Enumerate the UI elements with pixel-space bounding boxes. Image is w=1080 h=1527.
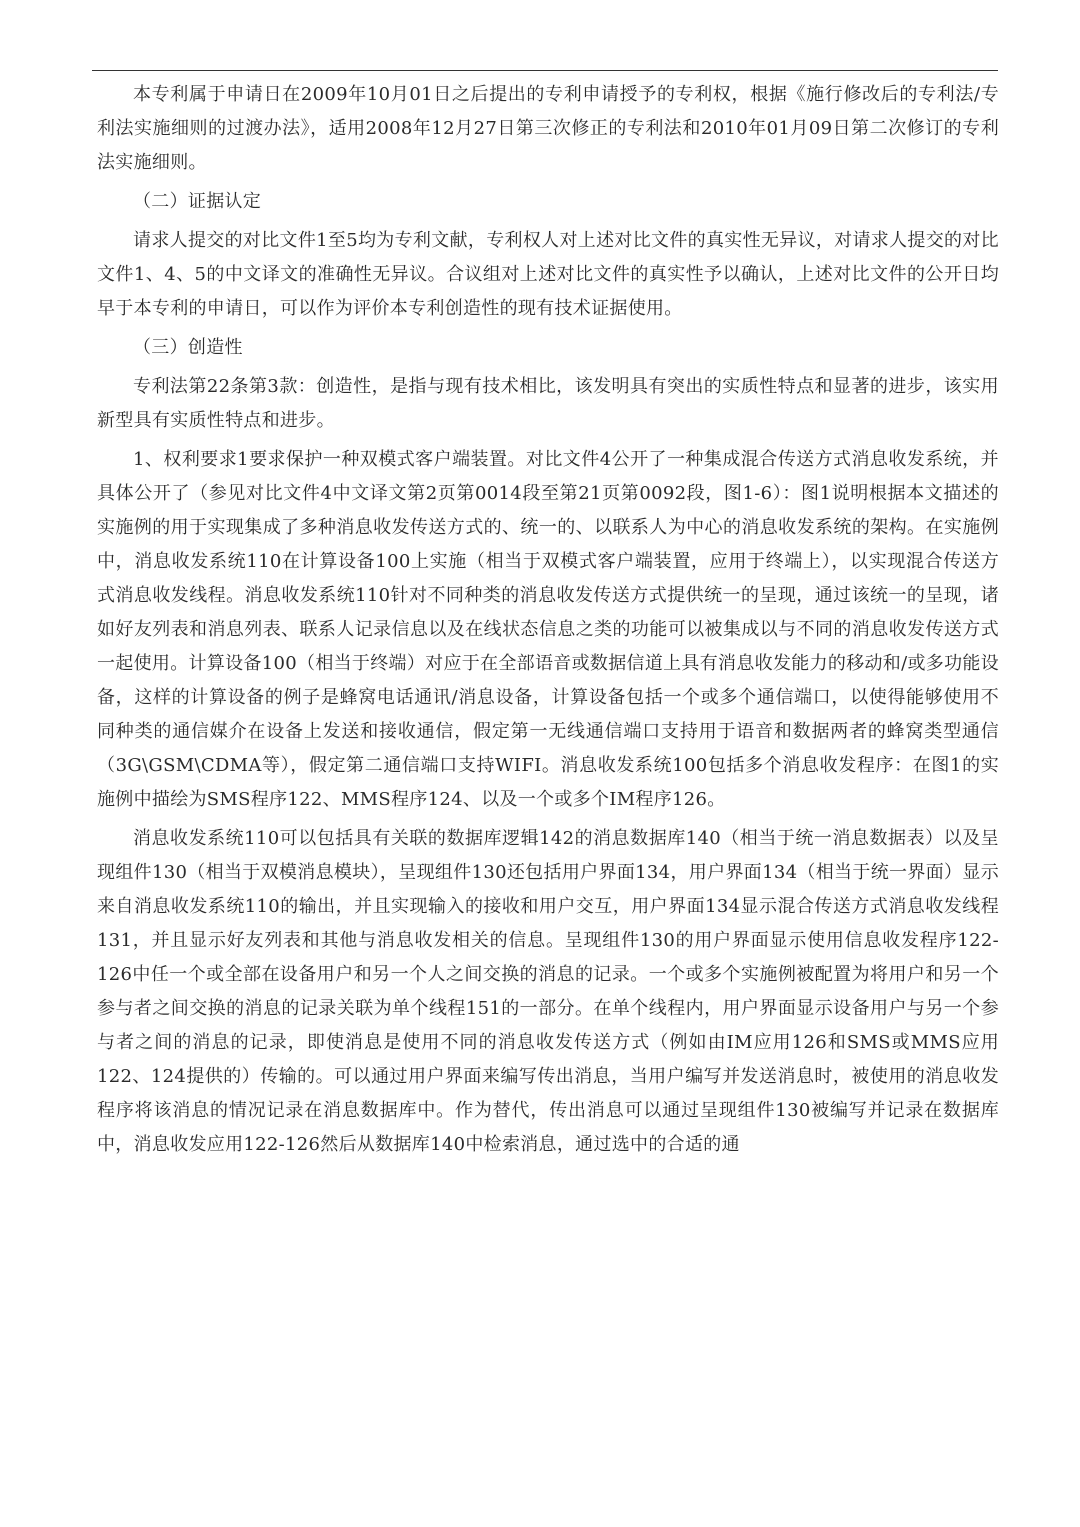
paragraph-evidence: 请求人提交的对比文件1至5均为专利文献，专利权人对上述对比文件的真实性无异议，对请求人提交的对比文件1、4、5的中文译文的准确性无异议。合议组对上述对比文件的真实性予以确认，上述对比文件的公开日均早于本专利的申请日，可以作为评价本专利创造性的现有技术证据使用。 [97,230,999,319]
paragraph-patent-law-article: 专利法第22条第3款：创造性，是指与现有技术相比，该发明具有突出的实质性特点和显著的进步，该实用新型具有实质性特点和进步。 [97,376,999,431]
header-rule [92,70,998,71]
section-heading-evidence: （二）证据认定 [133,191,262,212]
paragraph-applicable-law: 本专利属于申请日在2009年10月01日之后提出的专利申请授予的专利权，根据《施行修改后的专利法/专利法实施细则的过渡办法》，适用2008年12月27日第三次修正的专利法和2010年01月09日第二次修订的专利法实施细则。 [97,84,999,173]
paragraph-claim-1: 1、权利要求1要求保护一种双模式客户端装置。对比文件4公开了一种集成混合传送方式消息收发系统，并具体公开了（参见对比文件4中文译文第2页第0014段至第21页第0092段，图1-6）：图1说明根据本文描述的实施例的用于实现集成了多种消息收发传送方式的、统一的、以联系人为中心的消息收发系统的架构。在实施例中，消息收发系统110在计算设备100上实施（相当于双模式客户端装置，应用于终端上），以实现混合传送方式消息收发线程。消息收发系统110针对不同种类的消息收发传送方式提供统一的呈现，通过该统一的呈现，诸如好友列表和消息列表、联系人记录信息以及在线状态信息之类的功能可以被集成以与不同的消息收发传送方式一起使用。计算设备100（相当于终端）对应于在全部语音或数据信道上具有消息收发能力的移动和/或多功能设备，这样的计算设备的例子是蜂窝电话通讯/消息设备，计算设备包括一个或多个通信端口，以使得能够使用不同种类的通信媒介在设备上发送和接收通信，假定第一无线通信端口支持用于语音和数据两者的蜂窝类型通信（3G\GSM\CDMA等），假定第二通信端口支持WIFI。消息收发系统100包括多个消息收发程序：在图1的实施例中描绘为SMS程序122、MMS程序124、以及一个或多个IM程序126。 [97,449,999,810]
paragraph-messaging-system: 消息收发系统110可以包括具有关联的数据库逻辑142的消息数据库140（相当于统一消息数据表）以及呈现组件130（相当于双模消息模块），呈现组件130还包括用户界面134，用户界面134（相当于统一界面）显示来自消息收发系统110的输出，并且实现输入的接收和用户交互，用户界面134显示混合传送方式消息收发线程131，并且显示好友列表和其他与消息收发相关的信息。呈现组件130的用户界面显示使用信息收发程序122-126中任一个或全部在设备用户和另一个人之间交换的消息的记录。一个或多个实施例被配置为将用户和另一个参与者之间交换的消息的记录关联为单个线程151的一部分。在单个线程内，用户界面显示设备用户与另一个参与者之间的消息的记录，即使消息是使用不同的消息收发传送方式（例如由IM应用126和SMS或MMS应用122、124提供的）传输的。可以通过用户界面来编写传出消息，当用户编写并发送消息时，被使用的消息收发程序将该消息的情况记录在消息数据库中。作为替代，传出消息可以通过呈现组件130被编写并记录在数据库中，消息收发应用122-126然后从数据库140中检索消息，通过选中的合适的通 [97,828,999,1155]
section-heading-inventiveness: （三）创造性 [133,337,243,358]
document-body [97,78,999,1162]
